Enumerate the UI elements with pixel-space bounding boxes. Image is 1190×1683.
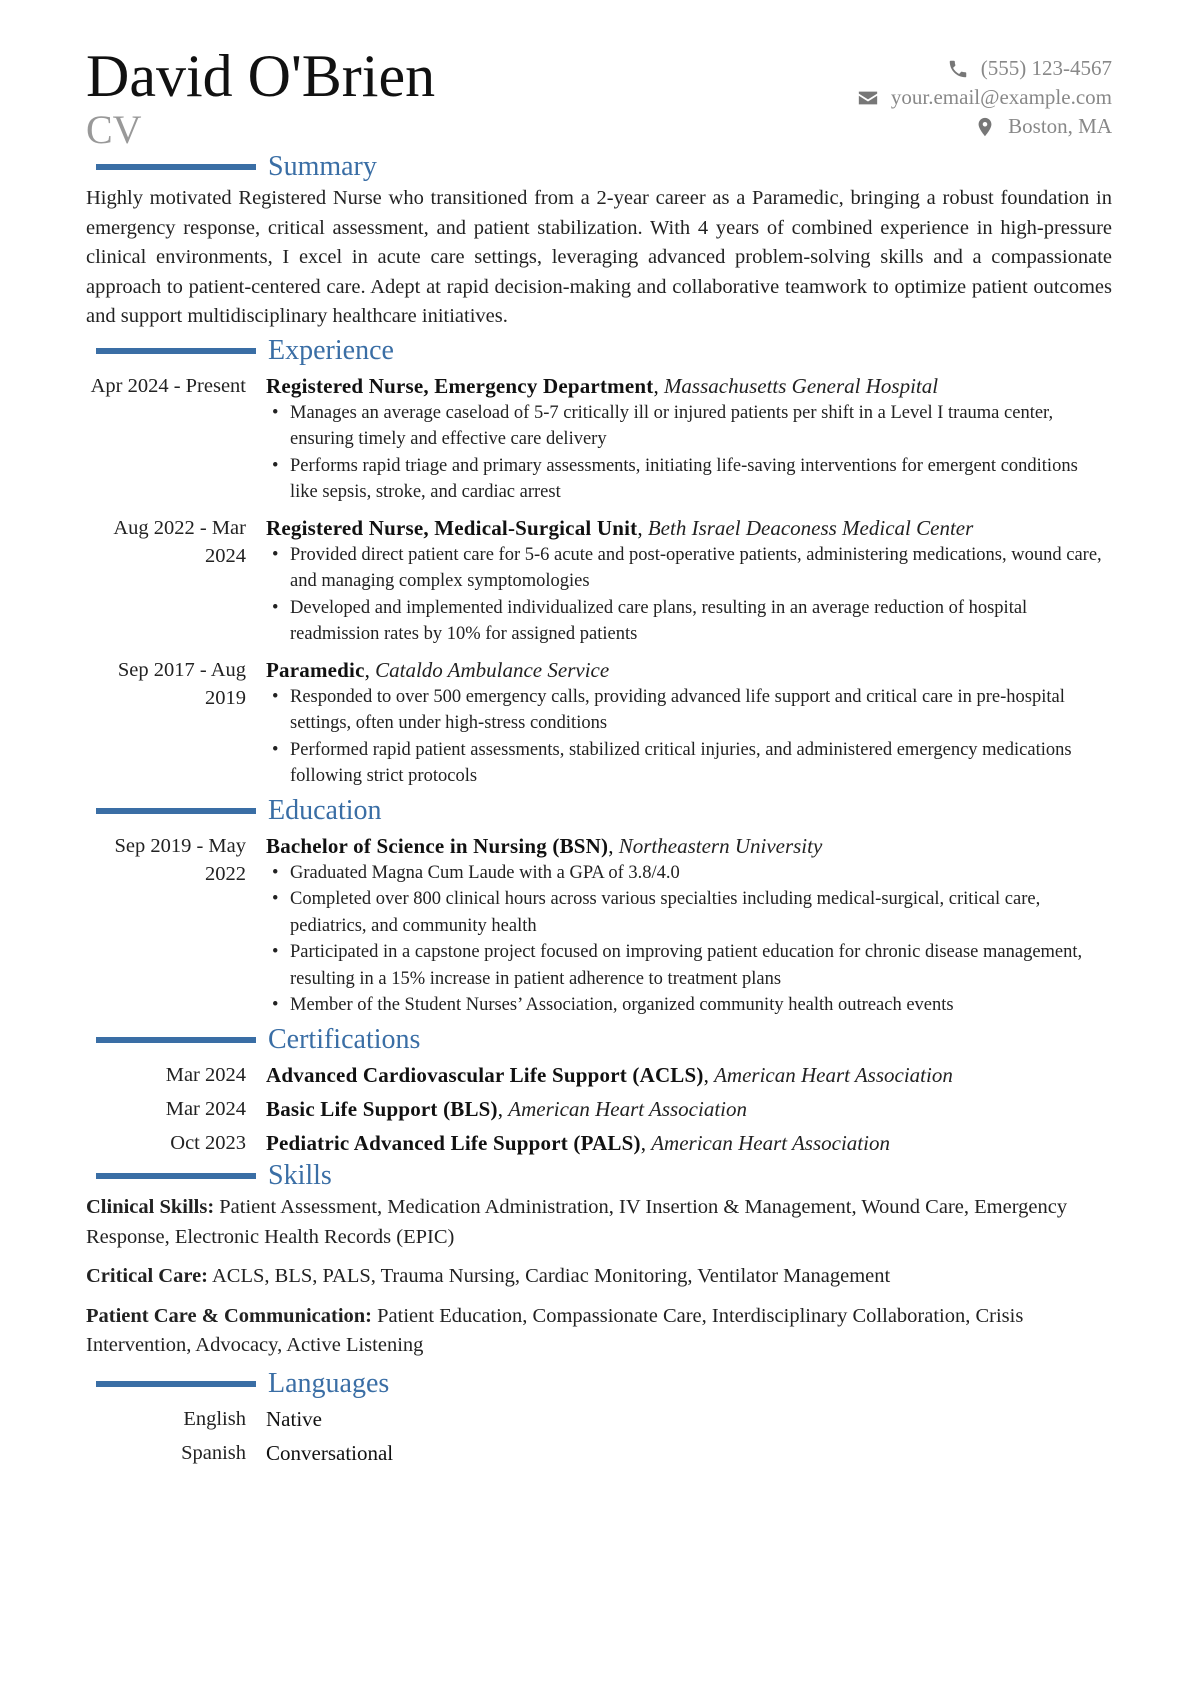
bullet-item: • Provided direct patient care for 5-6 acute and post-operative patients, administering medications, wound care, and managing complex symptomologies	[266, 542, 1112, 595]
certifications-section-header	[86, 1023, 1112, 1057]
map-marker-icon	[974, 116, 996, 138]
contact-location	[857, 112, 1112, 141]
entry-body	[266, 372, 1112, 506]
entry-organization: Beth Israel Deaconess Medical Center	[647, 515, 974, 540]
entry-role: Registered Nurse, Emergency Department	[266, 373, 654, 398]
entry-organization: Massachusetts General Hospital	[663, 373, 939, 398]
entry-body	[266, 1061, 1112, 1089]
entry-role: Registered Nurse, Medical-Surgical Unit	[266, 515, 638, 540]
entry-organization: Cataldo Ambulance Service	[375, 657, 610, 682]
entry-title: Registered Nurse, Emergency Department, Massachusetts General Hospital	[266, 373, 939, 398]
phone-number[interactable]: (555) 123-4567	[980, 56, 1112, 80]
entry-organization: American Heart Association	[508, 1096, 748, 1121]
experience-section-header	[86, 334, 1112, 368]
entry-title: Registered Nurse, Medical-Surgical Unit, Beth Israel Deaconess Medical Center	[266, 515, 974, 540]
document-type: CV	[86, 107, 142, 152]
skill-group-label: Patient Care & Communication:	[86, 1304, 373, 1327]
bullet-item: • Performs rapid triage and primary assessments, initiating life-saving interventions for emergent conditions like sepsis, stroke, and cardiac arrest	[266, 453, 1112, 506]
entry-row	[86, 656, 1112, 790]
entry-row	[86, 1095, 1112, 1123]
language-body	[266, 1439, 1112, 1467]
summary-title: Summary	[268, 151, 377, 182]
bullet-item: • Participated in a capstone project focused on improving patient education for chronic disease management, resulting in a 15% increase in patient adherence to treatment plans	[266, 939, 1112, 992]
languages-list	[86, 1405, 1112, 1467]
language-name: Spanish	[181, 1441, 246, 1464]
section-divider-bar	[96, 808, 256, 814]
skill-group-text: Patient Assessment, Medication Administration, IV Insertion & Management, Wound Care, Emergency Response, Electronic Health Records (EPIC)	[86, 1195, 1068, 1248]
bullet-item: • Developed and implemented individualized care plans, resulting in an average reduction of hospital readmission rates by 10% for assigned patients	[266, 595, 1112, 648]
language-level: Conversational	[266, 1440, 394, 1465]
languages-section-header	[86, 1367, 1112, 1401]
entry-date: Sep 2017 - Aug 2019	[117, 658, 246, 709]
entry-organization: Northeastern University	[618, 833, 823, 858]
skills-title: Skills	[268, 1159, 332, 1191]
entry-row	[86, 1129, 1112, 1157]
bullet-list	[266, 400, 1112, 506]
entry-body	[266, 1129, 1112, 1157]
skill-group-label: Clinical Skills:	[86, 1195, 215, 1218]
section-divider-bar	[96, 348, 256, 354]
entry-body	[266, 1095, 1112, 1123]
cv-header	[86, 44, 1112, 154]
summary-section-header	[86, 150, 1112, 184]
entry-role: Paramedic	[266, 657, 365, 682]
language-name: English	[183, 1407, 246, 1430]
language-body	[266, 1405, 1112, 1433]
entry-body	[266, 514, 1112, 648]
language-level: Native	[266, 1406, 322, 1431]
entry-title: Basic Life Support (BLS), American Heart Association	[266, 1096, 748, 1121]
entry-row	[86, 372, 1112, 506]
person-name: David O'Brien	[86, 43, 436, 109]
skills-section-header	[86, 1159, 1112, 1193]
skills-list	[86, 1193, 1112, 1361]
entry-body	[266, 832, 1112, 1019]
email-address[interactable]: your.email@example.com	[890, 85, 1112, 109]
education-section-header	[86, 794, 1112, 828]
bullet-list	[266, 860, 1112, 1019]
contact-info	[857, 54, 1112, 141]
entry-title: Advanced Cardiovascular Life Support (ACLS), American Heart Association	[266, 1062, 953, 1087]
bullet-list	[266, 684, 1112, 790]
cv-page	[86, 44, 1112, 1467]
bullet-item: • Completed over 800 clinical hours across various specialties including medical-surgical, critical care, pediatrics, and community health	[266, 886, 1112, 939]
bullet-list	[266, 542, 1112, 648]
language-row	[86, 1405, 1112, 1433]
skill-group	[86, 1302, 1112, 1361]
entry-body	[266, 656, 1112, 790]
entry-date: Mar 2024	[165, 1063, 246, 1086]
entry-row	[86, 832, 1112, 1019]
entry-role: Basic Life Support (BLS)	[266, 1096, 498, 1121]
certifications-list	[86, 1061, 1112, 1157]
skill-group-text: Patient Education, Compassionate Care, Interdisciplinary Collaboration, Crisis Intervention, Advocacy, Active Listening	[86, 1304, 1024, 1357]
bullet-item: • Performed rapid patient assessments, stabilized critical injuries, and administered emergency medications following strict protocols	[266, 737, 1112, 790]
language-row	[86, 1439, 1112, 1467]
entry-date: Mar 2024	[165, 1097, 246, 1120]
entry-title: Pediatric Advanced Life Support (PALS), American Heart Association	[266, 1130, 890, 1155]
entry-role: Pediatric Advanced Life Support (PALS)	[266, 1130, 641, 1155]
bullet-item: • Responded to over 500 emergency calls, providing advanced life support and critical care in pre-hospital settings, often under high-stress conditions	[266, 684, 1112, 737]
education-list	[86, 832, 1112, 1019]
entry-title: Paramedic, Cataldo Ambulance Service	[266, 657, 610, 682]
skill-group	[86, 1193, 1112, 1252]
entry-date: Sep 2019 - May 2022	[114, 834, 246, 885]
envelope-icon	[857, 87, 879, 109]
experience-title: Experience	[268, 334, 394, 366]
entry-role: Bachelor of Science in Nursing (BSN)	[266, 833, 609, 858]
section-divider-bar	[96, 164, 256, 170]
section-divider-bar	[96, 1037, 256, 1043]
skill-group-text: ACLS, BLS, PALS, Trauma Nursing, Cardiac Monitoring, Ventilator Management	[212, 1265, 891, 1288]
summary-text: Highly motivated Registered Nurse who transitioned from a 2-year career as a Paramedic, bringing a robust foundation in emergency response, critical assessment, and patient stabilization. With 4 years of combined experience in high-pressure clinical environments, I excel in acute care settings, leveraging advanced problem-solving skills and a compassionate approach to patient-centered care. Adept at rapid decision-making and collaborative teamwork to optimize patient outcomes and support multidisciplinary healthcare initiatives.	[86, 187, 1112, 328]
entry-organization: American Heart Association	[714, 1062, 953, 1087]
entry-date: Apr 2024 - Present	[90, 374, 246, 397]
bullet-item: • Manages an average caseload of 5-7 critically ill or injured patients per shift in a Level I trauma center, ensuring timely and effective care delivery	[266, 400, 1112, 453]
languages-title: Languages	[268, 1367, 390, 1399]
section-divider-bar	[96, 1173, 256, 1179]
contact-phone	[857, 54, 1112, 83]
skill-group-label: Critical Care:	[86, 1265, 208, 1288]
education-title: Education	[268, 794, 382, 826]
skill-group	[86, 1262, 1112, 1292]
bullet-item: • Graduated Magna Cum Laude with a GPA of 3.8/4.0	[266, 860, 1112, 887]
entry-row	[86, 1061, 1112, 1089]
entry-title: Bachelor of Science in Nursing (BSN), Northeastern University	[266, 833, 823, 858]
entry-row	[86, 514, 1112, 648]
phone-icon	[947, 58, 969, 80]
certifications-title: Certifications	[268, 1023, 421, 1055]
location-text: Boston, MA	[1008, 114, 1112, 138]
entry-role: Advanced Cardiovascular Life Support (ACLS)	[266, 1062, 704, 1087]
bullet-item: • Member of the Student Nurses’ Association, organized community health outreach events	[266, 992, 1112, 1019]
entry-date: Oct 2023	[170, 1131, 246, 1154]
contact-email	[857, 83, 1112, 112]
experience-list	[86, 372, 1112, 790]
entry-organization: American Heart Association	[651, 1130, 890, 1155]
section-divider-bar	[96, 1381, 256, 1387]
entry-date: Aug 2022 - Mar 2024	[113, 516, 246, 567]
